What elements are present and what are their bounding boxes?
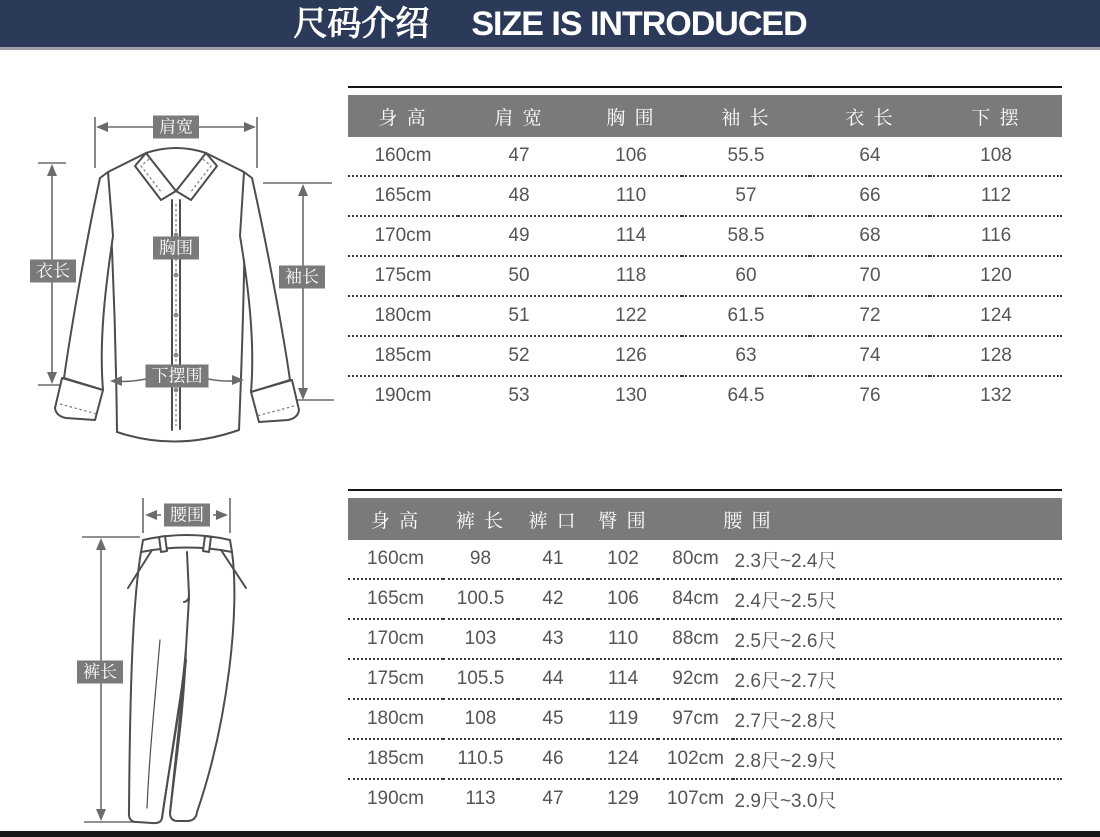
pants-body bbox=[128, 535, 246, 823]
table-cell: 63 bbox=[682, 336, 810, 376]
table-cell: 165cm bbox=[348, 176, 458, 216]
table-cell: 50 bbox=[458, 256, 580, 296]
col-header-height: 身 高 bbox=[348, 498, 443, 540]
table-cell: 185cm bbox=[348, 336, 458, 376]
table-cell: 118 bbox=[580, 256, 682, 296]
table-cell: 52 bbox=[458, 336, 580, 376]
table-cell: 129 bbox=[607, 788, 639, 809]
table-cell: 170cm bbox=[348, 216, 458, 256]
table-cell: 132 bbox=[980, 385, 1012, 406]
table-cell: 190cm bbox=[366, 788, 425, 809]
table-cell bbox=[838, 779, 1062, 818]
table-row bbox=[348, 216, 1062, 256]
table-cell: 124 bbox=[930, 296, 1062, 336]
header-underline bbox=[0, 47, 1100, 50]
table-cell: 112 bbox=[930, 176, 1062, 216]
col-header-filler bbox=[838, 498, 1062, 540]
table-cell: 103 bbox=[443, 619, 518, 659]
table-row bbox=[348, 336, 1062, 376]
table-cell: 2.6尺~2.7尺 bbox=[733, 659, 838, 699]
table-cell: 60 bbox=[682, 256, 810, 296]
table-cell: 180cm bbox=[348, 699, 443, 739]
table-cell: 2.5尺~2.6尺 bbox=[733, 619, 838, 659]
table-cell: 106 bbox=[580, 137, 682, 176]
table-cell: 105.5 bbox=[443, 659, 518, 699]
pants-header-row bbox=[348, 498, 1062, 540]
table-cell: 41 bbox=[518, 540, 588, 579]
table-cell bbox=[838, 699, 1062, 739]
table-cell: 102 bbox=[588, 540, 658, 579]
shirt-body bbox=[108, 148, 245, 442]
table-row bbox=[348, 619, 1062, 659]
table-cell: 113 bbox=[465, 788, 496, 809]
col-header-pants-length: 裤 长 bbox=[443, 498, 518, 540]
table-cell bbox=[838, 540, 1062, 579]
table-cell: 120 bbox=[930, 256, 1062, 296]
table-cell: 175cm bbox=[348, 256, 458, 296]
table-cell: 64 bbox=[810, 137, 930, 176]
table-row bbox=[348, 779, 1062, 818]
shoulder-width-label: 肩宽 bbox=[153, 116, 199, 139]
table-cell: 108 bbox=[930, 137, 1062, 176]
table-cell: 110 bbox=[580, 176, 682, 216]
shirt-diagram bbox=[0, 60, 350, 445]
page-title-cn: 尺码介绍 bbox=[293, 4, 430, 43]
col-header-height: 身 高 bbox=[348, 95, 458, 137]
hem-width-label: 下摆围 bbox=[146, 365, 209, 388]
table-cell: 64.5 bbox=[727, 385, 765, 406]
table-cell: 126 bbox=[580, 336, 682, 376]
col-header-leg-opening: 裤 口 bbox=[518, 498, 588, 540]
table-cell: 98 bbox=[443, 540, 518, 579]
table-cell: 84cm bbox=[658, 579, 733, 619]
table-cell: 72 bbox=[810, 296, 930, 336]
sleeve-length-label: 袖长 bbox=[279, 266, 325, 289]
table-cell: 74 bbox=[810, 336, 930, 376]
table-cell: 114 bbox=[580, 216, 682, 256]
table-cell: 190cm bbox=[374, 385, 432, 406]
col-header-length: 衣 长 bbox=[810, 95, 930, 137]
table-cell: 76 bbox=[859, 385, 881, 406]
table-cell: 170cm bbox=[348, 619, 443, 659]
table-row bbox=[348, 540, 1062, 579]
tops-size-table bbox=[348, 86, 1062, 415]
shirt-right-sleeve bbox=[240, 172, 299, 422]
table-cell: 175cm bbox=[348, 659, 443, 699]
table-cell: 45 bbox=[518, 699, 588, 739]
table-cell: 100.5 bbox=[443, 579, 518, 619]
table-cell: 44 bbox=[518, 659, 588, 699]
table-row bbox=[348, 739, 1062, 779]
table-cell: 48 bbox=[458, 176, 580, 216]
table-cell: 88cm bbox=[658, 619, 733, 659]
bottom-divider-bar bbox=[0, 831, 1100, 837]
table-row bbox=[348, 296, 1062, 336]
table-row bbox=[348, 137, 1062, 176]
table-cell: 180cm bbox=[348, 296, 458, 336]
tops-header-row bbox=[348, 95, 1062, 137]
col-header-shoulder: 肩 宽 bbox=[458, 95, 580, 137]
page-header bbox=[0, 0, 1100, 47]
table-cell: 70 bbox=[810, 256, 930, 296]
table-cell: 2.9尺~3.0尺 bbox=[734, 790, 837, 812]
table-cell: 92cm bbox=[658, 659, 733, 699]
table-cell: 114 bbox=[588, 659, 658, 699]
table-top-rule bbox=[348, 489, 1062, 491]
table-cell: 2.4尺~2.5尺 bbox=[733, 579, 838, 619]
col-header-chest: 胸 围 bbox=[580, 95, 682, 137]
table-cell: 55.5 bbox=[682, 137, 810, 176]
pants-size-table bbox=[348, 489, 1062, 818]
pants-length-label: 裤长 bbox=[77, 661, 123, 684]
table-cell: 51 bbox=[458, 296, 580, 336]
belt-loop-left bbox=[159, 536, 167, 552]
table-cell: 46 bbox=[518, 739, 588, 779]
table-cell: 80cm bbox=[658, 540, 733, 579]
table-cell: 119 bbox=[588, 699, 658, 739]
belt-loop-right bbox=[203, 536, 211, 552]
table-cell: 130 bbox=[615, 385, 647, 406]
table-cell: 2.8尺~2.9尺 bbox=[733, 739, 838, 779]
table-cell: 106 bbox=[588, 579, 658, 619]
table-cell: 108 bbox=[443, 699, 518, 739]
table-cell bbox=[838, 739, 1062, 779]
table-cell bbox=[838, 579, 1062, 619]
table-cell: 160cm bbox=[348, 540, 443, 579]
table-cell: 122 bbox=[580, 296, 682, 336]
table-cell: 2.3尺~2.4尺 bbox=[733, 540, 838, 579]
table-row bbox=[348, 176, 1062, 216]
table-row bbox=[348, 699, 1062, 739]
table-cell: 47 bbox=[542, 788, 564, 809]
table-cell: 107cm bbox=[666, 788, 725, 809]
table-row bbox=[348, 256, 1062, 296]
table-cell: 66 bbox=[810, 176, 930, 216]
table-cell: 68 bbox=[810, 216, 930, 256]
table-cell: 43 bbox=[518, 619, 588, 659]
chest-width-label: 胸围 bbox=[153, 237, 199, 260]
page-title-en: SIZE IS INTRODUCED bbox=[471, 4, 807, 43]
table-cell bbox=[838, 659, 1062, 699]
table-cell: 42 bbox=[518, 579, 588, 619]
table-cell: 160cm bbox=[348, 137, 458, 176]
table-cell: 124 bbox=[588, 739, 658, 779]
table-row bbox=[348, 376, 1062, 415]
table-cell: 2.7尺~2.8尺 bbox=[733, 699, 838, 739]
table-cell: 53 bbox=[508, 385, 530, 406]
table-cell: 110.5 bbox=[443, 739, 518, 779]
table-cell: 165cm bbox=[348, 579, 443, 619]
waist-width-label: 腰围 bbox=[164, 504, 210, 527]
col-header-hip: 臀 围 bbox=[588, 498, 658, 540]
table-top-rule bbox=[348, 86, 1062, 88]
col-header-sleeve: 袖 长 bbox=[682, 95, 810, 137]
table-cell: 47 bbox=[458, 137, 580, 176]
table-cell: 102cm bbox=[658, 739, 733, 779]
table-cell: 185cm bbox=[348, 739, 443, 779]
table-cell bbox=[838, 619, 1062, 659]
shirt-left-sleeve bbox=[55, 172, 113, 420]
table-cell: 61.5 bbox=[682, 296, 810, 336]
table-cell: 97cm bbox=[658, 699, 733, 739]
table-cell: 57 bbox=[682, 176, 810, 216]
col-header-waist: 腰 围 bbox=[658, 498, 838, 540]
col-header-hem: 下 摆 bbox=[930, 95, 1062, 137]
table-cell: 128 bbox=[930, 336, 1062, 376]
table-row bbox=[348, 659, 1062, 699]
table-cell: 116 bbox=[930, 216, 1062, 256]
table-cell: 110 bbox=[588, 619, 658, 659]
garment-length-label: 衣长 bbox=[30, 260, 76, 283]
pants-diagram bbox=[0, 460, 350, 831]
table-row bbox=[348, 579, 1062, 619]
table-cell: 49 bbox=[458, 216, 580, 256]
table-cell: 58.5 bbox=[682, 216, 810, 256]
